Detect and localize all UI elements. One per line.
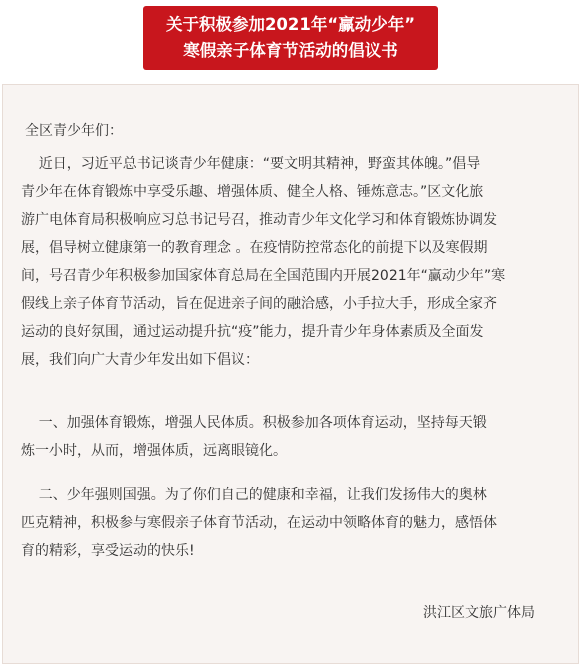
paragraph-1-line: 运动的良好氛围，通过运动提升抗“疫”能力，提升青少年身体素质及全面发 xyxy=(21,324,484,340)
paragraph-2-line: 一、加强体育锻炼，增强人民体质。积极参加各项体育运动，坚持每天锻 xyxy=(21,415,487,431)
paragraph-1-line: 间，号召青少年积极参加国家体育总局在全国范围内开展2021年“赢动少年”寒 xyxy=(21,268,506,284)
paragraph-1-line: 假线上亲子体育节活动，旨在促进亲子间的融洽感，小手拉大手，形成全家齐 xyxy=(21,296,497,312)
letter-salutation: 全区青少年们： xyxy=(25,123,123,139)
title-banner xyxy=(143,6,438,70)
letter-signature: 洪江区文旅广体局 xyxy=(423,605,535,621)
paragraph-2 xyxy=(21,409,487,465)
paragraph-1-line: 游广电体育局积极响应习总书记号召，推动青少年文化学习和体育锻炼协调发 xyxy=(21,212,497,228)
paragraph-1 xyxy=(21,150,505,374)
title-line-2: 寒假亲子体育节活动的倡议书 xyxy=(183,41,398,60)
title-line-1: 关于积极参加2021年“赢动少年” xyxy=(165,15,416,34)
paragraph-3-line: 二、少年强则国强。为了你们自己的健康和幸福，让我们发扬伟大的奥林 xyxy=(21,487,487,503)
paragraph-1-line: 展，倡导树立健康第一的教育理念 。在疫情防控常态化的前提下以及寒假期 xyxy=(21,240,488,256)
paragraph-1-line: 青少年在体育锻炼中享受乐趣、增强体质、健全人格、锤炼意志。”区文化旅 xyxy=(21,184,484,200)
paragraph-2-line: 炼一小时，从而，增强体质，远离眼镜化。 xyxy=(21,443,287,459)
paragraph-3-line: 匹克精神，积极参与寒假亲子体育节活动，在运动中领略体育的魅力，感悟体 xyxy=(21,515,497,531)
paragraph-1-line: 近日，习近平总书记谈青少年健康：“要文明其精神，野蛮其体魄。”倡导 xyxy=(21,156,481,172)
paragraph-3-line: 育的精彩，享受运动的快乐! xyxy=(21,543,195,559)
paragraph-1-line: 展，我们向广大青少年发出如下倡议： xyxy=(21,352,259,368)
paragraph-3 xyxy=(21,481,497,565)
